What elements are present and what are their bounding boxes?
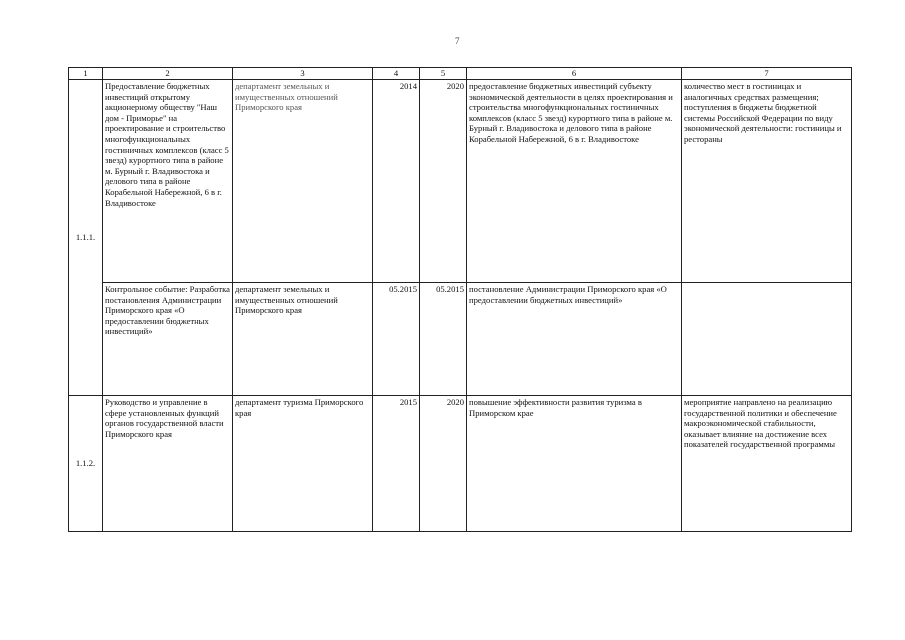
- expected-result: постановление Администрации Приморского края «О предоставлении бюджетных инвестиций»: [467, 283, 682, 396]
- row-number: 1.1.1.: [69, 80, 103, 396]
- page-number: 7: [455, 36, 460, 46]
- column-header: 7: [682, 68, 852, 80]
- table-row: [69, 396, 852, 532]
- header-row: [69, 68, 852, 80]
- expected-result: повышение эффективности развития туризма в Приморском крае: [467, 396, 682, 532]
- expected-result: предоставление бюджетных инвестиций субъекту экономической деятельности в целях проектирования и строительства многофункциональных гостиничных комплексов (класс 5 звезд) курортного типа в районе м. Бурный г. Владивостока и делового типа в районе Корабельной Набережной, 6 в г. Владивостоке: [467, 80, 682, 283]
- start-date: 05.2015: [373, 283, 420, 396]
- column-header: 4: [373, 68, 420, 80]
- column-header: 6: [467, 68, 682, 80]
- end-date: 05.2015: [420, 283, 467, 396]
- column-header: 1: [69, 68, 103, 80]
- measure-name: Руководство и управление в сфере установленных функций органов государственной власти Приморского края: [103, 396, 233, 532]
- start-date: 2015: [373, 396, 420, 532]
- column-header: 5: [420, 68, 467, 80]
- end-date: 2020: [420, 80, 467, 283]
- end-date: 2020: [420, 396, 467, 532]
- row-number: 1.1.2.: [69, 396, 103, 532]
- start-date: 2014: [373, 80, 420, 283]
- program-measures-table: [68, 67, 852, 532]
- column-header: 3: [233, 68, 373, 80]
- executor: департамент земельных и имущественных отношений Приморского края: [233, 283, 373, 396]
- measure-name: Предоставление бюджетных инвестиций открытому акционерному обществу "Наш дом - Приморье" на проектирование и строительство многофункциональных гостиничных комплексов (класс 5 звезд) курортного типа в районе м. Бурный г. Владивостока и делового типа в районе Корабельной Набережной, 6 в г. Владивостоке: [103, 80, 233, 283]
- executor: департамент туризма Приморского края: [233, 396, 373, 532]
- note: мероприятие направлено на реализацию государственной политики и обеспечение макроэкономической стабильности, оказывает влияние на достижение всех показателей государственной программы: [682, 396, 852, 532]
- note: [682, 283, 852, 396]
- executor: департамент земельных и имущественных отношений Приморского края: [233, 80, 373, 283]
- note: количество мест в гостиницах и аналогичных средствах размещения; поступления в бюджеты бюджетной системы Российской Федерации по виду экономической деятельности: гостиницы и рестораны: [682, 80, 852, 283]
- table-row: [69, 283, 852, 396]
- table-row: [69, 80, 852, 283]
- measure-name: Контрольное событие: Разработка постановления Администрации Приморского края «О предоставлении бюджетных инвестиций»: [103, 283, 233, 396]
- column-header: 2: [103, 68, 233, 80]
